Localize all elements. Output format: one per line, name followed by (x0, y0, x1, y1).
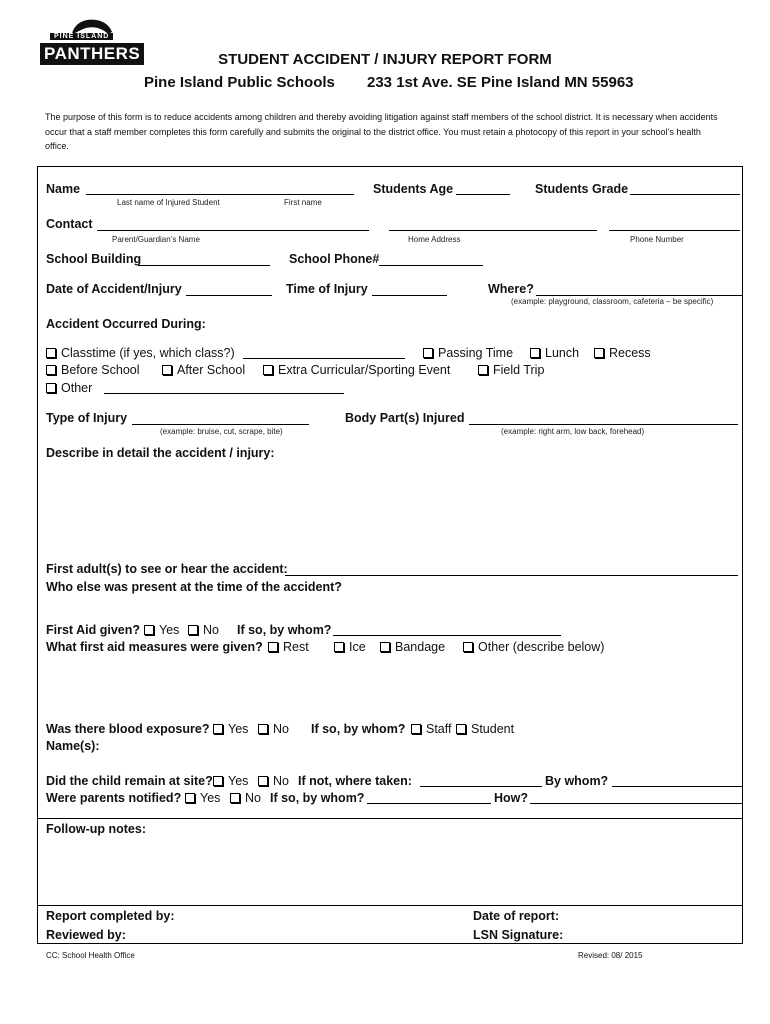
follow-up-area[interactable] (46, 840, 736, 900)
home-address-hint: Home Address (408, 235, 461, 244)
where-label: Where? (488, 282, 534, 296)
checkbox-icon[interactable] (263, 365, 273, 375)
students-grade-field[interactable] (630, 194, 740, 195)
option-recess[interactable]: Recess (594, 346, 651, 360)
names-label: Name(s): (46, 739, 100, 753)
school-phone-label: School Phone# (289, 252, 380, 266)
option-before-school[interactable]: Before School (46, 363, 140, 377)
checkbox-icon[interactable] (185, 793, 195, 803)
contact-label: Contact (46, 217, 93, 231)
blood-yes[interactable]: Yes (213, 722, 248, 736)
first-adult-field[interactable] (285, 575, 738, 576)
first-aid-by-whom-field[interactable] (333, 635, 561, 636)
type-of-injury-field[interactable] (132, 424, 309, 425)
remain-no[interactable]: No (258, 774, 289, 788)
school-building-field[interactable] (138, 265, 270, 266)
school-address: 233 1st Ave. SE Pine Island MN 55963 (367, 74, 634, 91)
parents-by-whom-field[interactable] (367, 803, 491, 804)
other-field[interactable] (104, 393, 344, 394)
option-lunch[interactable]: Lunch (530, 346, 579, 360)
by-whom-label: By whom? (545, 774, 609, 788)
first-aid-no[interactable]: No (188, 623, 219, 637)
option-field-trip[interactable]: Field Trip (478, 363, 544, 377)
checkbox-icon[interactable] (46, 383, 56, 393)
if-not-where-field[interactable] (420, 786, 542, 787)
describe-area[interactable] (46, 464, 736, 556)
follow-up-label: Follow-up notes: (46, 822, 146, 836)
parent-name-field[interactable] (97, 230, 369, 231)
phone-number-hint: Phone Number (630, 235, 684, 244)
home-address-field[interactable] (389, 230, 597, 231)
students-age-field[interactable] (456, 194, 510, 195)
parents-yes[interactable]: Yes (185, 791, 220, 805)
remain-yes[interactable]: Yes (213, 774, 248, 788)
measure-rest[interactable]: Rest (268, 640, 309, 654)
blood-staff[interactable]: Staff (411, 722, 451, 736)
option-classtime[interactable]: Classtime (if yes, which class?) (46, 346, 235, 360)
first-aid-given-label: First Aid given? (46, 623, 140, 637)
logo-top-text: PINE ISLAND (50, 33, 113, 40)
phone-number-field[interactable] (609, 230, 740, 231)
checkbox-icon[interactable] (334, 642, 344, 652)
first-aid-by-whom-label: If so, by whom? (237, 623, 332, 637)
first-name-hint: First name (284, 198, 322, 207)
form-title: STUDENT ACCIDENT / INJURY REPORT FORM (218, 51, 552, 68)
logo-main-text: PANTHERS (40, 43, 144, 65)
checkbox-icon[interactable] (46, 348, 56, 358)
first-adult-label: First adult(s) to see or hear the accident: (46, 562, 288, 576)
reviewed-by-label: Reviewed by: (46, 928, 126, 942)
how-label: How? (494, 791, 529, 805)
checkbox-icon[interactable] (456, 724, 466, 734)
measures-label: What first aid measures were given? (46, 640, 263, 654)
divider-followup (37, 818, 742, 819)
school-phone-field[interactable] (379, 265, 483, 266)
parents-no[interactable]: No (230, 791, 261, 805)
last-name-hint: Last name of Injured Student (117, 198, 220, 207)
how-field[interactable] (530, 803, 742, 804)
name-field[interactable] (86, 194, 354, 195)
checkbox-icon[interactable] (213, 776, 223, 786)
parents-notified-label: Were parents notified? (46, 791, 182, 805)
checkbox-icon[interactable] (478, 365, 488, 375)
measure-bandage[interactable]: Bandage (380, 640, 445, 654)
blood-no[interactable]: No (258, 722, 289, 736)
date-of-accident-field[interactable] (186, 295, 272, 296)
accident-occurred-during-label: Accident Occurred During: (46, 317, 206, 331)
divider-signatures (37, 905, 742, 906)
date-of-report-label: Date of report: (473, 909, 560, 923)
checkbox-icon[interactable] (230, 793, 240, 803)
time-of-injury-field[interactable] (372, 295, 447, 296)
by-whom-field[interactable] (612, 786, 742, 787)
date-of-accident-label: Date of Accident/Injury (46, 282, 182, 296)
parent-hint: Parent/Guardian’s Name (112, 235, 200, 244)
option-extra-curricular[interactable]: Extra Curricular/Sporting Event (263, 363, 450, 377)
who-else-label: Who else was present at the time of the accident? (46, 580, 342, 594)
checkbox-icon[interactable] (423, 348, 433, 358)
body-parts-field[interactable] (469, 424, 738, 425)
checkbox-icon[interactable] (144, 625, 154, 635)
checkbox-icon[interactable] (213, 724, 223, 734)
checkbox-icon[interactable] (530, 348, 540, 358)
where-field[interactable] (536, 295, 742, 296)
checkbox-icon[interactable] (46, 365, 56, 375)
blood-student[interactable]: Student (456, 722, 514, 736)
checkbox-icon[interactable] (258, 724, 268, 734)
checkbox-icon[interactable] (411, 724, 421, 734)
type-of-injury-label: Type of Injury (46, 411, 128, 425)
checkbox-icon[interactable] (258, 776, 268, 786)
checkbox-icon[interactable] (380, 642, 390, 652)
checkbox-icon[interactable] (463, 642, 473, 652)
measure-other[interactable]: Other (describe below) (463, 640, 604, 654)
checkbox-icon[interactable] (268, 642, 278, 652)
revised-note: Revised: 08/ 2015 (578, 951, 643, 960)
name-label: Name (46, 182, 81, 196)
checkbox-icon[interactable] (188, 625, 198, 635)
checkbox-icon[interactable] (594, 348, 604, 358)
students-age-label: Students Age (373, 182, 454, 196)
time-of-injury-label: Time of Injury (286, 282, 368, 296)
classtime-class-field[interactable] (243, 358, 405, 359)
parents-by-whom-label: If so, by whom? (270, 791, 365, 805)
school-building-label: School Building (46, 252, 142, 266)
describe-label: Describe in detail the accident / injury: (46, 446, 275, 460)
blood-by-whom-label: If so, by whom? (311, 722, 406, 736)
blood-exposure-label: Was there blood exposure? (46, 722, 210, 736)
cc-note: CC: School Health Office (46, 951, 135, 960)
if-not-where-label: If not, where taken: (298, 774, 412, 788)
checkbox-icon[interactable] (162, 365, 172, 375)
school-name: Pine Island Public Schools (144, 74, 335, 91)
measure-ice[interactable]: Ice (334, 640, 366, 654)
option-after-school[interactable]: After School (162, 363, 245, 377)
where-hint: (example: playground, classroom, cafeteria – be specific) (511, 297, 714, 306)
first-aid-yes[interactable]: Yes (144, 623, 179, 637)
remain-at-site-label: Did the child remain at site? (46, 774, 213, 788)
body-parts-label: Body Part(s) Injured (345, 411, 465, 425)
purpose-paragraph: The purpose of this form is to reduce accidents among children and thereby avoiding litigation against staff members of the school district. It is necessary when accidents occur that a staff member completes this form carefully and submits the original to the district office. You must retain a photocopy of this report in your school’s health office. (45, 112, 718, 151)
lsn-signature-label: LSN Signature: (473, 928, 564, 942)
option-passing-time[interactable]: Passing Time (423, 346, 513, 360)
type-hint: (example: bruise, cut, scrape, bite) (160, 427, 283, 436)
option-other[interactable]: Other (46, 381, 92, 395)
report-completed-by-label: Report completed by: (46, 909, 175, 923)
students-grade-label: Students Grade (535, 182, 629, 196)
body-hint: (example: right arm, low back, forehead) (501, 427, 645, 436)
